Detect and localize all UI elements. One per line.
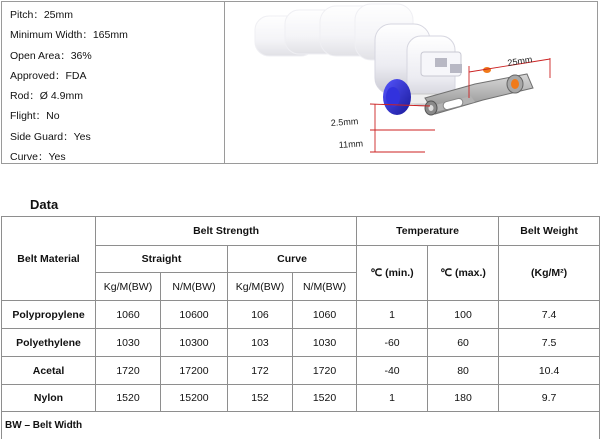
header-straight-kg: Kg/M(BW) (96, 273, 161, 301)
header-weight-unit: (Kg/M²) (499, 246, 600, 301)
header-belt-strength: Belt Strength (96, 217, 357, 246)
table-row (2, 301, 600, 329)
cell-temp-max: 100 (428, 301, 499, 329)
cell-weight: 9.7 (499, 385, 600, 412)
belt-module-drawing (225, 2, 598, 163)
cell-straight-n: 17200 (161, 357, 228, 385)
cell-straight-kg: 1060 (96, 301, 161, 329)
cell-weight: 10.4 (499, 357, 600, 385)
header-row-1 (2, 217, 600, 246)
dim-label-rod-height: 2.5mm (330, 116, 358, 128)
footnote-row (2, 412, 600, 439)
cell-temp-max: 180 (428, 385, 499, 412)
header-straight: Straight (96, 246, 228, 273)
table-row (2, 357, 600, 385)
cell-material: Polyethylene (2, 329, 96, 357)
belt-data-table (1, 216, 600, 439)
cell-curve-n: 1720 (293, 357, 357, 385)
cell-straight-n: 10300 (161, 329, 228, 357)
cell-straight-kg: 1030 (96, 329, 161, 357)
spec-rod: Rod：Ø 4.9mm (10, 86, 128, 106)
spec-open-area: Open Area：36% (10, 46, 128, 66)
header-temp-max: ℃ (max.) (428, 246, 499, 301)
header-curve: Curve (228, 246, 357, 273)
header-temp-min: ℃ (min.) (357, 246, 428, 301)
cell-curve-kg: 106 (228, 301, 293, 329)
section-title: Data (30, 197, 58, 212)
cell-material: Polypropylene (2, 301, 96, 329)
cell-curve-n: 1520 (293, 385, 357, 412)
cell-curve-n: 1030 (293, 329, 357, 357)
cell-temp-max: 60 (428, 329, 499, 357)
cell-curve-n: 1060 (293, 301, 357, 329)
cell-curve-kg: 172 (228, 357, 293, 385)
footnote: BW – Belt Width (2, 412, 600, 439)
spec-list (10, 5, 128, 167)
cell-temp-max: 80 (428, 357, 499, 385)
cell-temp-min: -40 (357, 357, 428, 385)
spec-panel (1, 1, 598, 164)
header-straight-n: N/M(BW) (161, 273, 228, 301)
spec-approved: Approved：FDA (10, 66, 128, 86)
cell-material: Nylon (2, 385, 96, 412)
spec-curve: Curve：Yes (10, 147, 128, 167)
cell-temp-min: -60 (357, 329, 428, 357)
header-belt-weight: Belt Weight (499, 217, 600, 246)
cell-temp-min: 1 (357, 301, 428, 329)
cell-weight: 7.4 (499, 301, 600, 329)
cell-material: Acetal (2, 357, 96, 385)
spec-flight: Flight：No (10, 106, 128, 126)
dim-label-height: 11mm (338, 138, 363, 150)
header-belt-material: Belt Material (2, 217, 96, 301)
spec-pitch: Pitch：25mm (10, 5, 128, 25)
cell-straight-n: 15200 (161, 385, 228, 412)
cell-straight-kg: 1520 (96, 385, 161, 412)
belt-module-illustration (225, 2, 598, 163)
header-curve-n: N/M(BW) (293, 273, 357, 301)
table-row (2, 329, 600, 357)
header-curve-kg: Kg/M(BW) (228, 273, 293, 301)
spec-minimum-width: Minimum Width：165mm (10, 25, 128, 45)
cell-curve-kg: 103 (228, 329, 293, 357)
table-row (2, 385, 600, 412)
header-temperature: Temperature (357, 217, 499, 246)
cell-curve-kg: 152 (228, 385, 293, 412)
spec-side-guard: Side Guard：Yes (10, 127, 128, 147)
cell-straight-kg: 1720 (96, 357, 161, 385)
cell-temp-min: 1 (357, 385, 428, 412)
cell-straight-n: 10600 (161, 301, 228, 329)
dim-label-pitch: 25mm (507, 54, 533, 68)
cell-weight: 7.5 (499, 329, 600, 357)
